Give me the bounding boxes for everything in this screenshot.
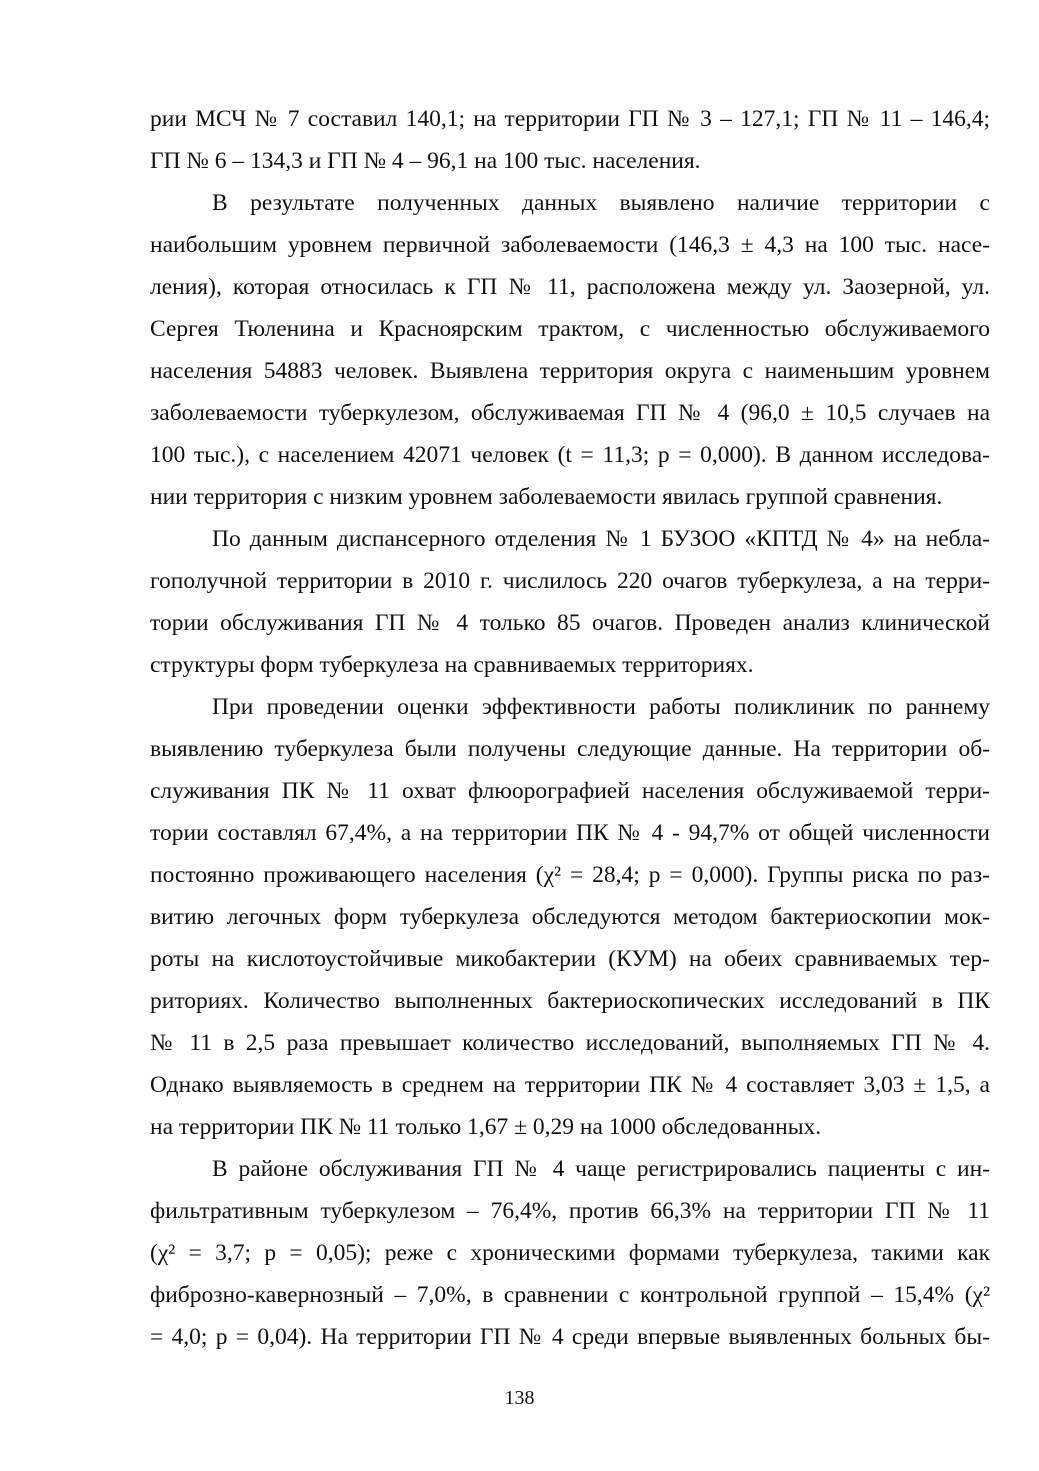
text-line: = 4,0; p = 0,04). На территории ГП № 4 среди впервые выявленных больных бы- xyxy=(150,1324,990,1350)
text-line: тории составлял 67,4%, а на территории ПК № 4 - 94,7% от общей численности xyxy=(150,820,990,846)
text-line: (χ² = 3,7; p = 0,05); реже с хроническими формами туберкулеза, такими как xyxy=(150,1240,990,1266)
text-line: нии территория с низким уровнем заболеваемости явилась группой сравнения. xyxy=(150,484,943,510)
text-line: ления), которая относилась к ГП № 11, расположена между ул. Заозерной, ул. xyxy=(150,274,990,300)
text-line: При проведении оценки эффективности работы поликлиник по раннему xyxy=(212,694,990,720)
text-line: тории обслуживания ГП № 4 только 85 очагов. Проведен анализ клинической xyxy=(150,610,990,636)
text-line: служивания ПК № 11 охват флюорографией населения обслуживаемой терри- xyxy=(150,778,990,804)
text-line: В районе обслуживания ГП № 4 чаще регистрировались пациенты с ин- xyxy=(212,1156,990,1182)
text-line: населения 54883 человек. Выявлена территория округа с наименьшим уровнем xyxy=(150,358,990,384)
text-line: Сергея Тюленина и Красноярским трактом, с численностью обслуживаемого xyxy=(150,316,990,342)
text-line: В результате полученных данных выявлено наличие территории с xyxy=(212,190,990,216)
text-line: рии МСЧ № 7 составил 140,1; на территории ГП № 3 – 127,1; ГП № 11 – 146,4; xyxy=(150,106,990,132)
text-line: выявлению туберкулеза были получены следующие данные. На территории об- xyxy=(150,736,990,762)
text-line: ГП № 6 – 134,3 и ГП № 4 – 96,1 на 100 тыс. населения. xyxy=(150,148,701,174)
text-line: на территории ПК № 11 только 1,67 ± 0,29 на 1000 обследованных. xyxy=(150,1114,822,1140)
text-line: роты на кислотоустойчивые микобактерии (КУМ) на обеих сравниваемых тер- xyxy=(150,946,990,972)
text-line: Однако выявляемость в среднем на территории ПК № 4 составляет 3,03 ± 1,5, а xyxy=(150,1072,990,1098)
text-line: 100 тыс.), с населением 42071 человек (t = 11,3; p = 0,000). В данном исследова- xyxy=(150,442,990,468)
text-line: витию легочных форм туберкулеза обследуются методом бактериоскопии мок- xyxy=(150,904,990,930)
text-line: фиброзно-кавернозный – 7,0%, в сравнении с контрольной группой – 15,4% (χ² xyxy=(150,1282,990,1308)
body-text xyxy=(150,98,990,1358)
page-number: 138 xyxy=(504,1387,535,1409)
text-line: № 11 в 2,5 раза превышает количество исследований, выполняемых ГП № 4. xyxy=(150,1030,990,1056)
text-line: риториях. Количество выполненных бактериоскопических исследований в ПК xyxy=(150,988,990,1014)
text-line: постоянно проживающего населения (χ² = 28,4; p = 0,000). Группы риска по раз- xyxy=(150,862,990,888)
text-line: структуры форм туберкулеза на сравниваемых территориях. xyxy=(150,652,754,678)
text-line: наибольшим уровнем первичной заболеваемости (146,3 ± 4,3 на 100 тыс. насе- xyxy=(150,232,990,258)
text-line: По данным диспансерного отделения № 1 БУЗОО «КПТД № 4» на небла- xyxy=(212,526,990,552)
text-line: фильтративным туберкулезом – 76,4%, против 66,3% на территории ГП № 11 xyxy=(150,1198,990,1224)
text-line: гополучной территории в 2010 г. числилось 220 очагов туберкулеза, а на терри- xyxy=(150,568,990,594)
text-line: заболеваемости туберкулезом, обслуживаемая ГП № 4 (96,0 ± 10,5 случаев на xyxy=(150,400,990,426)
